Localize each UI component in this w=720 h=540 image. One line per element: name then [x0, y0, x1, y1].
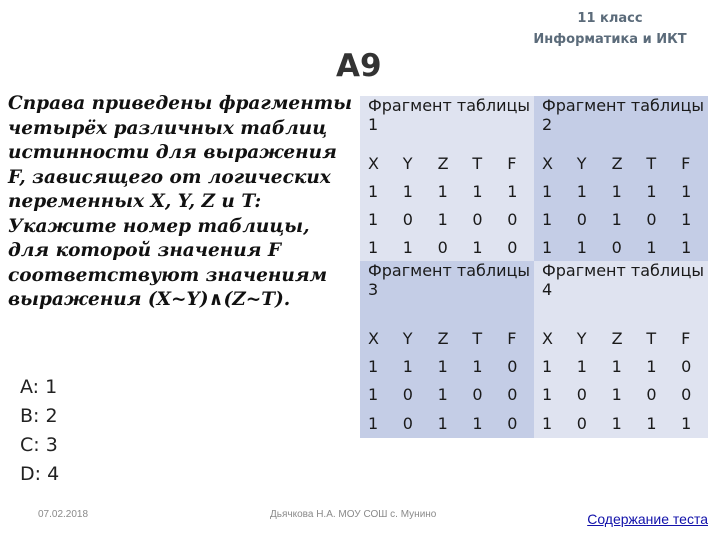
table-cell: 1 — [430, 177, 465, 205]
table-cell: 1 — [360, 352, 395, 380]
column-header: X — [360, 149, 395, 177]
table-cell: 0 — [395, 205, 430, 233]
table-cell: 1 — [534, 408, 569, 438]
answer-option: D: 4 — [20, 463, 60, 485]
table-cell: 1 — [395, 352, 430, 380]
truth-tables — [360, 96, 708, 438]
table-cell: 0 — [604, 233, 639, 261]
table-cell: 1 — [430, 408, 465, 438]
subject-label: Информатика и ИКТ — [533, 32, 687, 47]
column-header: T — [464, 149, 499, 177]
table-cell: 0 — [673, 352, 708, 380]
table-cell: 1 — [534, 205, 569, 233]
table-cell: 1 — [360, 205, 395, 233]
slide-title: А9 — [336, 48, 382, 84]
table-row — [360, 352, 708, 380]
table-row — [360, 324, 708, 352]
table-cell: 1 — [464, 233, 499, 261]
column-header: Y — [569, 149, 604, 177]
table-cell: 0 — [638, 205, 673, 233]
table-row — [360, 205, 708, 233]
header-block — [510, 8, 710, 50]
table-cell: 1 — [604, 205, 639, 233]
table-cell: 1 — [638, 352, 673, 380]
column-header: Z — [604, 324, 639, 352]
table-cell: 1 — [360, 177, 395, 205]
table-cell: 1 — [534, 177, 569, 205]
table-cell: 1 — [604, 380, 639, 408]
answer-options — [20, 373, 59, 489]
table-cell: 0 — [499, 352, 534, 380]
table-cell: 1 — [673, 408, 708, 438]
column-header: X — [534, 324, 569, 352]
column-header: X — [534, 149, 569, 177]
table-cell: 1 — [534, 380, 569, 408]
column-header: F — [499, 324, 534, 352]
column-header: Z — [430, 149, 465, 177]
table-cell: 0 — [499, 408, 534, 438]
table-cell: 1 — [638, 408, 673, 438]
grade-label: 11 класс — [577, 11, 643, 26]
column-header: T — [464, 324, 499, 352]
table-cell: 0 — [569, 380, 604, 408]
table-cell: 0 — [499, 380, 534, 408]
table-cell: 0 — [638, 380, 673, 408]
answer-option: A: 1 — [20, 376, 58, 398]
table-cell: 0 — [673, 380, 708, 408]
footer-date: 07.02.2018 — [38, 509, 89, 520]
table-caption: Фрагмент таблицы 2 — [534, 96, 708, 134]
table-cell: 1 — [604, 352, 639, 380]
footer-author: Дьячкова Н.А. МОУ СОШ с. Мунино — [270, 509, 437, 520]
table-cell: 0 — [464, 380, 499, 408]
table-cell: 1 — [430, 352, 465, 380]
table-row — [360, 408, 708, 438]
column-header: Y — [569, 324, 604, 352]
table-cell: 1 — [638, 233, 673, 261]
table-cell: 0 — [430, 233, 465, 261]
column-header: Z — [430, 324, 465, 352]
table-caption: Фрагмент таблицы 1 — [360, 96, 534, 134]
table-row — [360, 149, 708, 177]
table-cell: 1 — [604, 177, 639, 205]
table-cell: 1 — [464, 177, 499, 205]
contents-link[interactable]: Содержание теста — [587, 511, 708, 527]
table-caption: Фрагмент таблицы 3 — [360, 261, 534, 299]
table-cell: 1 — [499, 177, 534, 205]
answer-option: C: 3 — [20, 434, 58, 456]
table-cell: 1 — [360, 233, 395, 261]
table-cell: 1 — [360, 408, 395, 438]
column-header: Y — [395, 324, 430, 352]
table-cell: 1 — [673, 233, 708, 261]
answer-option: B: 2 — [20, 405, 58, 427]
column-header: F — [673, 324, 708, 352]
table-row — [360, 233, 708, 261]
column-header: F — [673, 149, 708, 177]
table-cell: 1 — [638, 177, 673, 205]
table-cell: 1 — [395, 233, 430, 261]
table-cell: 1 — [430, 205, 465, 233]
table-cell: 1 — [360, 380, 395, 408]
table-caption: Фрагмент таблицы 4 — [534, 261, 708, 299]
table-cell: 1 — [569, 352, 604, 380]
table-row — [360, 177, 708, 205]
column-header: T — [638, 149, 673, 177]
column-header: Z — [604, 149, 639, 177]
table-cell: 1 — [464, 352, 499, 380]
table-cell: 1 — [673, 205, 708, 233]
column-header: Y — [395, 149, 430, 177]
table-cell: 0 — [395, 408, 430, 438]
table-cell: 0 — [569, 205, 604, 233]
column-header: X — [360, 324, 395, 352]
table-cell: 0 — [499, 233, 534, 261]
table-cell: 0 — [395, 380, 430, 408]
table-cell: 1 — [604, 408, 639, 438]
table-cell: 1 — [569, 233, 604, 261]
table-cell: 0 — [499, 205, 534, 233]
question-text: Справа приведены фрагменты четырёх различных таблиц истинности для выражения F, зависящего от логических переменных X, Y, Z и T: Укажите номер таблицы, для которой значения F соответствуют значениям выражения (X~Y)∧(Z~T). — [8, 93, 353, 310]
table-cell: 1 — [430, 380, 465, 408]
column-header: T — [638, 324, 673, 352]
table-cell: 0 — [569, 408, 604, 438]
table-cell: 1 — [673, 177, 708, 205]
table-cell: 1 — [569, 177, 604, 205]
table-cell: 1 — [395, 177, 430, 205]
table-cell: 1 — [464, 408, 499, 438]
column-header: F — [499, 149, 534, 177]
table-row — [360, 380, 708, 408]
table-cell: 0 — [464, 205, 499, 233]
table-cell: 1 — [534, 233, 569, 261]
table-cell: 1 — [534, 352, 569, 380]
